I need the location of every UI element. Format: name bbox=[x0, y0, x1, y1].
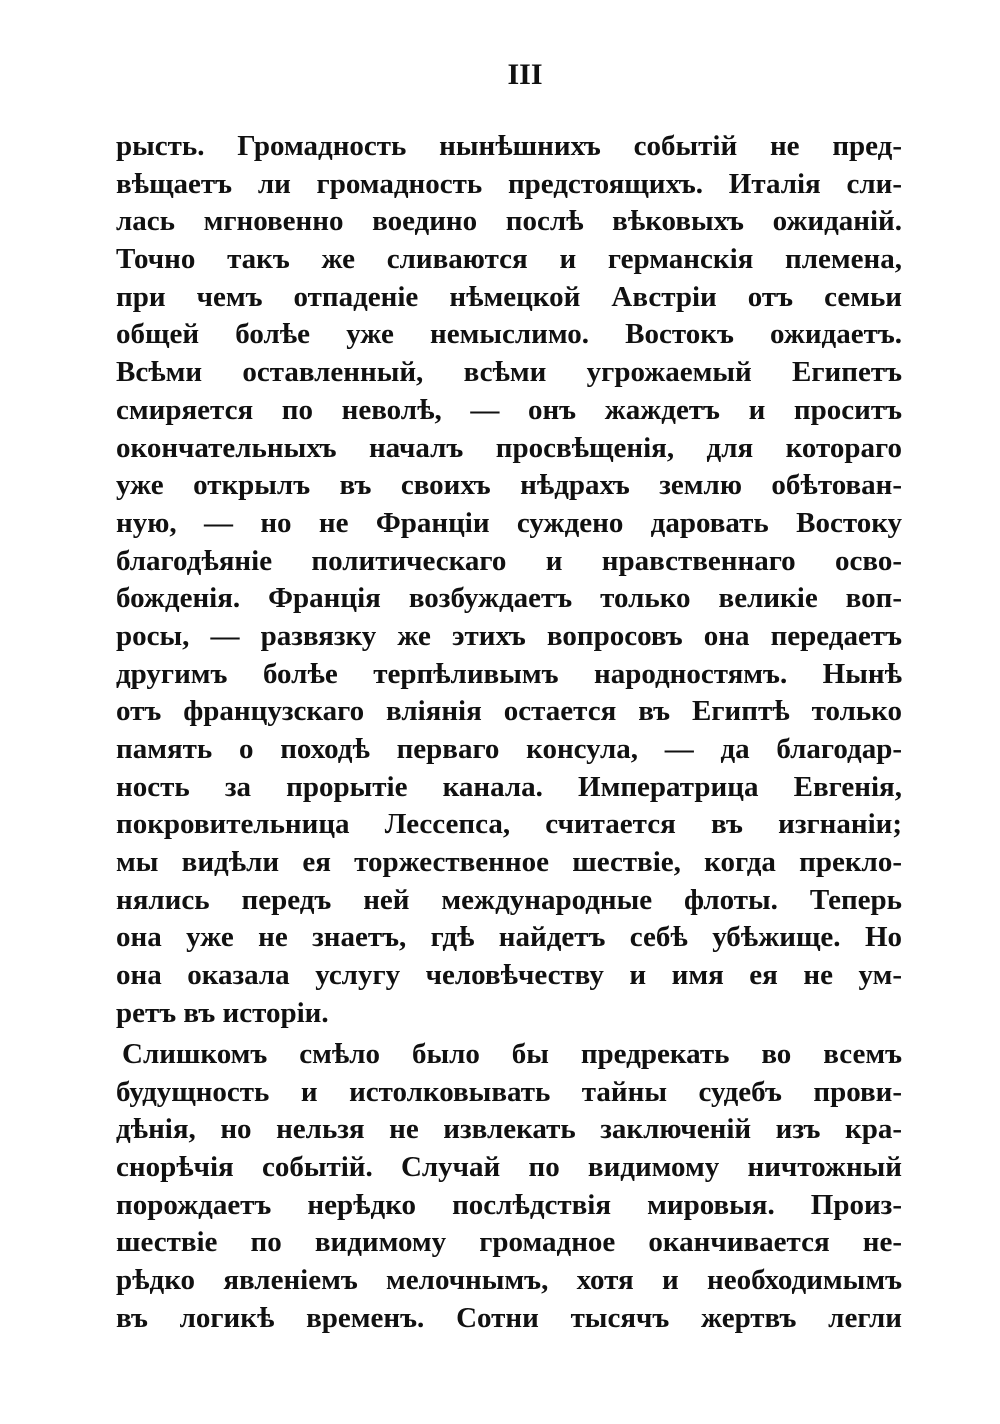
text-line: снорѣчія событій. Случай по видимому ничтожный bbox=[116, 1151, 902, 1184]
paragraph-1 bbox=[116, 128, 902, 1033]
text-line: благодѣяніе политическаго и нравственнаго осво- bbox=[116, 544, 902, 577]
page-number: III bbox=[507, 58, 543, 91]
text-line: мы видѣли ея торжественное шествіе, когда прекло- bbox=[116, 846, 902, 879]
text-line: будущность и истолковывать тайны судебъ прови- bbox=[116, 1075, 902, 1108]
text-line: божденія. Франція возбуждаетъ только великіе воп- bbox=[116, 582, 902, 615]
text-line: при чемъ отпаденіе нѣмецкой Австріи отъ семьи bbox=[116, 280, 902, 313]
paragraph-2 bbox=[116, 1036, 902, 1338]
text-line: память о походѣ перваго консула, — да благодар- bbox=[116, 733, 902, 765]
text-line: общей болѣе уже немыслимо. Востокъ ожидаетъ. bbox=[116, 318, 902, 351]
text-line: въ логикѣ временъ. Сотни тысячъ жертвъ легли bbox=[116, 1301, 902, 1334]
text-line: смиряется по неволѣ, — онъ жаждетъ и проситъ bbox=[116, 393, 902, 426]
text-line: ность за прорытіе канала. Императрица Евгенія, bbox=[116, 770, 902, 803]
text-line: рѣдко явленіемъ мелочнымъ, хотя и необходимымъ bbox=[116, 1264, 902, 1297]
text-line: Слишкомъ смѣло было бы предрекать во всемъ bbox=[122, 1038, 902, 1070]
text-line: нялись передъ ней международные флоты. Теперь bbox=[116, 883, 902, 916]
text-line: Всѣми оставленный, всѣми угрожаемый Египетъ bbox=[116, 356, 902, 389]
text-line: отъ французскаго вліянія остается въ Египтѣ только bbox=[116, 695, 902, 728]
text-line: ную, — но не Франціи суждено даровать Востоку bbox=[116, 506, 902, 539]
text-line: вѣщаетъ ли громадность предстоящихъ. Италія сли- bbox=[116, 167, 902, 200]
text-line: покровительница Лессепса, считается въ изгнаніи; bbox=[116, 808, 902, 841]
text-line: росы, — развязку же этихъ вопросовъ она передаетъ bbox=[116, 619, 902, 652]
text-line: порождаетъ нерѣдко послѣдствія мировыя. Произ- bbox=[116, 1188, 902, 1221]
text-line: окончательныхъ началъ просвѣщенія, для котораго bbox=[116, 431, 902, 464]
text-line: шествіе по видимому громадное оканчивается не- bbox=[116, 1226, 902, 1259]
text-line: рысть. Громадность нынѣшнихъ событій не пред- bbox=[116, 130, 902, 162]
text-line: дѣнія, но нельзя не извлекать заключеній изъ кра- bbox=[116, 1113, 902, 1146]
text-line: лась мгновенно воедино послѣ вѣковыхъ ожиданій. bbox=[116, 205, 902, 238]
text-line: она оказала услугу человѣчеству и имя ея не ум- bbox=[116, 959, 902, 992]
text-line: ретъ въ исторіи. bbox=[116, 996, 329, 1029]
text-line: она уже не знаетъ, гдѣ найдетъ себѣ убѣжище. Но bbox=[116, 921, 902, 954]
text-line: Точно такъ же сливаются и германскія племена, bbox=[116, 243, 902, 276]
text-line: другимъ болѣе терпѣливымъ народностямъ. Нынѣ bbox=[116, 657, 902, 690]
text-line: уже открылъ въ своихъ нѣдрахъ землю обѣтован- bbox=[116, 469, 902, 502]
